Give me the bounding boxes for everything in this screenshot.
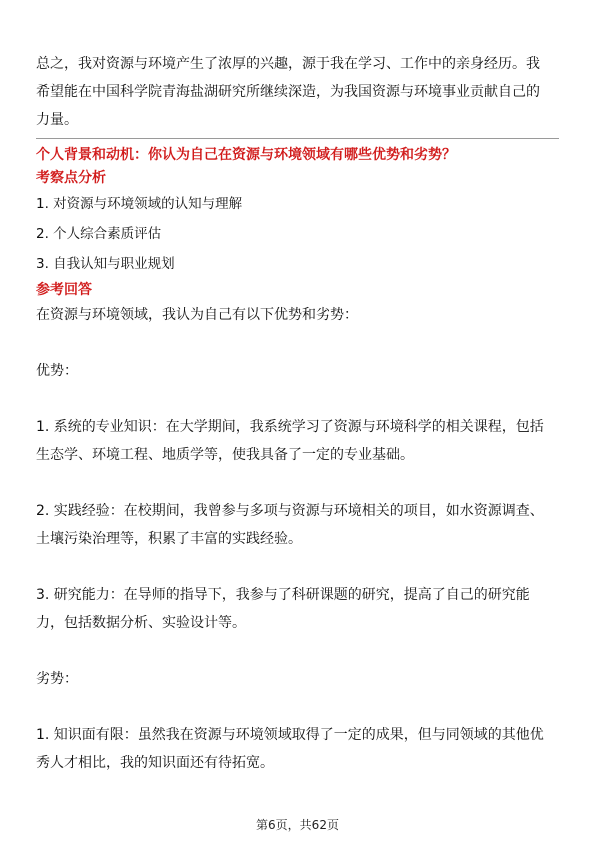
answer-heading: 参考回答 (36, 282, 92, 298)
weaknesses-label: 劣势： (36, 671, 78, 687)
analysis-item: 2. 个人综合素质评估 (36, 226, 162, 242)
blank-line (36, 553, 559, 581)
intro-line: 力量。 (36, 112, 78, 128)
answer-opening: 在资源与环境领域，我认为自己有以下优势和劣势： (36, 307, 358, 323)
blank-line (36, 385, 559, 413)
blank-line (36, 329, 559, 357)
blank-line (36, 693, 559, 721)
intro-line: 总之，我对资源与环境产生了浓厚的兴趣，源于我在学习、工作中的亲身经历。我 (36, 56, 540, 72)
strength-line: 土壤污染治理等，积累了丰富的实践经验。 (36, 531, 302, 547)
intro-line: 希望能在中国科学院青海盐湖研究所继续深造，为我国资源与环境事业贡献自己的 (36, 84, 540, 100)
analysis-heading: 考察点分析 (36, 170, 106, 186)
weakness-item (36, 721, 559, 777)
strength-line: 力，包括数据分析、实验设计等。 (36, 615, 246, 631)
strength-item (36, 497, 559, 553)
strength-line: 2. 实践经验：在校期间，我曾参与多项与资源与环境相关的项目，如水资源调查、 (36, 503, 544, 519)
strength-line: 生态学、环境工程、地质学等，使我具备了一定的专业基础。 (36, 447, 414, 463)
strength-item (36, 581, 559, 637)
intro-paragraph (36, 50, 559, 134)
document-page (36, 50, 559, 777)
weakness-line: 1. 知识面有限：虽然我在资源与环境领域取得了一定的成果，但与同领域的其他优 (36, 727, 544, 743)
strength-line: 3. 研究能力：在导师的指导下，我参与了科研课题的研究，提高了自己的研究能 (36, 587, 530, 603)
question-heading: 个人背景和动机：你认为自己在资源与环境领域有哪些优势和劣势？ (36, 147, 456, 163)
analysis-list (36, 189, 559, 279)
strength-item (36, 413, 559, 469)
analysis-item: 1. 对资源与环境领域的认知与理解 (36, 196, 243, 212)
strengths-label: 优势： (36, 363, 78, 379)
strength-line: 1. 系统的专业知识：在大学期间，我系统学习了资源与环境科学的相关课程，包括 (36, 419, 544, 435)
page-number-footer: 第6页，共62页 (256, 818, 339, 832)
weakness-line: 秀人才相比，我的知识面还有待拓宽。 (36, 755, 274, 771)
analysis-item: 3. 自我认知与职业规划 (36, 256, 175, 272)
blank-line (36, 469, 559, 497)
blank-line (36, 637, 559, 665)
section-divider (36, 138, 559, 139)
